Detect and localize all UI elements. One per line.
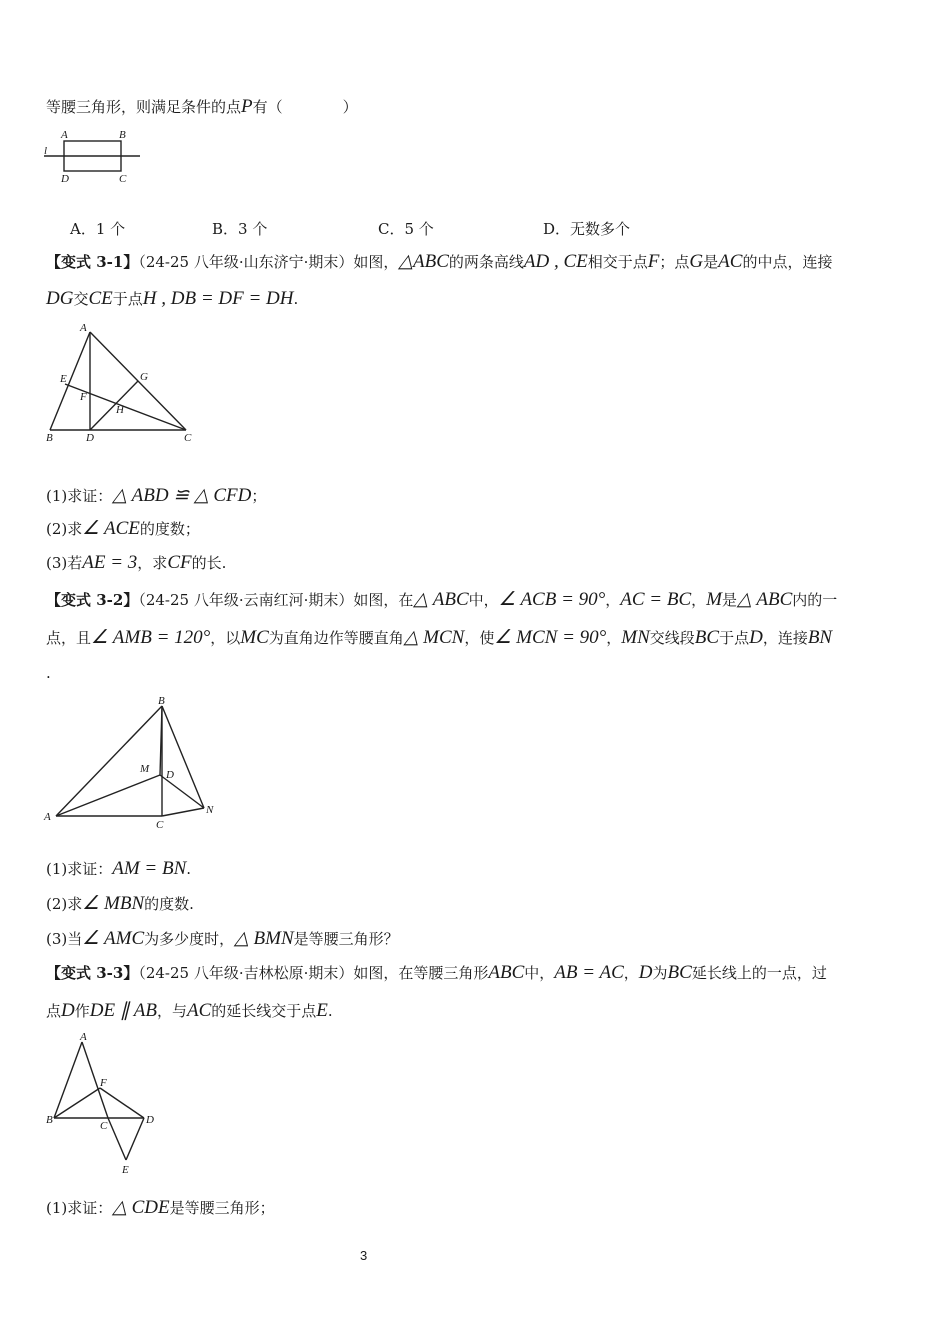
label-C: C: [119, 173, 127, 185]
q31-tag: 【变式 3-1】: [46, 253, 139, 271]
q31-part2: (2)求∠ ACE的度数；: [46, 518, 200, 539]
q32-label-N: N: [206, 804, 214, 816]
figure-q33: [40, 1028, 170, 1180]
q33-label-C: C: [100, 1120, 108, 1132]
q31-label-A: A: [80, 322, 87, 334]
intro-text: 等腰三角形，则满足条件的点: [46, 98, 242, 116]
figure-q32: [40, 692, 225, 832]
q31-label-B: B: [46, 432, 53, 444]
q32-part3: (3)当∠ AMC为多少度时，△ BMN是等腰三角形？: [46, 928, 399, 949]
label-D: D: [61, 173, 69, 185]
q32-part2: (2)求∠ MBN的度数.: [46, 893, 194, 914]
q32-label-B: B: [158, 695, 165, 707]
option-D: D．无数多个: [543, 220, 631, 238]
q32-line1: 【变式 3-2】（24-25 八年级·云南红河·期末）如图，在△ ABC中，∠ ACB = 90°，AC = BC，M是△ ABC内的一: [46, 589, 838, 610]
label-l: l: [44, 145, 48, 157]
q33-label-A: A: [80, 1031, 87, 1043]
q31-line2: DG交CE于点H , DB = DF = DH.: [46, 288, 299, 309]
q32-label-A: A: [44, 811, 51, 823]
option-C: C．5 个: [378, 220, 434, 238]
q32-tag: 【变式 3-2】: [46, 591, 139, 609]
q31-label-D: D: [86, 432, 94, 444]
q33-line2: 点D作DE ∥ AB，与AC的延长线交于点E.: [46, 1000, 333, 1021]
q31-label-E: E: [60, 373, 67, 385]
intro-tail: 有（ ）: [252, 98, 358, 116]
q32-line3: .: [46, 664, 51, 682]
q33-label-E: E: [122, 1164, 129, 1176]
page-number: 3: [360, 1248, 368, 1263]
q31-label-F: F: [80, 391, 87, 403]
figure-rectangle: [40, 126, 150, 186]
intro-var: P: [241, 96, 253, 117]
q32-part1: (1)求证：AM = BN.: [46, 858, 192, 879]
q32-label-D: D: [166, 769, 174, 781]
intro-line: [46, 96, 358, 118]
label-A: A: [61, 129, 68, 141]
option-B: B．3 个: [212, 220, 268, 238]
q33-part1: (1)求证：△ CDE是等腰三角形；: [46, 1197, 275, 1218]
q31-label-G: G: [140, 371, 148, 383]
q33-line1: 【变式 3-3】（24-25 八年级·吉林松原·期末）如图，在等腰三角形ABC中，AB = AC，D为BC延长线上的一点，过: [46, 962, 827, 983]
option-A: A．1 个: [70, 220, 126, 238]
q33-label-F: F: [100, 1077, 107, 1089]
q33-label-D: D: [146, 1114, 154, 1126]
figure-q31: [40, 320, 200, 448]
q33-tag: 【变式 3-3】: [46, 964, 139, 982]
q32-label-M: M: [140, 763, 150, 775]
q31-label-C: C: [184, 432, 192, 444]
q31-part3: (3)若AE = 3，求CF的长.: [46, 552, 227, 573]
q32-line2: 点，且∠ AMB = 120°，以MC为直角边作等腰直角△ MCN，使∠ MCN = 90°，MN交线段BC于点D，连接BN: [46, 627, 833, 648]
q31-line1: 【变式 3-1】（24-25 八年级·山东济宁·期末）如图，△ABC的两条高线AD , CE相交于点F；点G是AC的中点，连接: [46, 251, 833, 272]
q33-label-B: B: [46, 1114, 53, 1126]
label-B: B: [119, 129, 126, 141]
q32-label-C: C: [156, 819, 164, 831]
q31-part1: (1)求证：△ ABD ≌ △ CFD；: [46, 485, 267, 506]
q31-label-H: H: [116, 404, 124, 416]
